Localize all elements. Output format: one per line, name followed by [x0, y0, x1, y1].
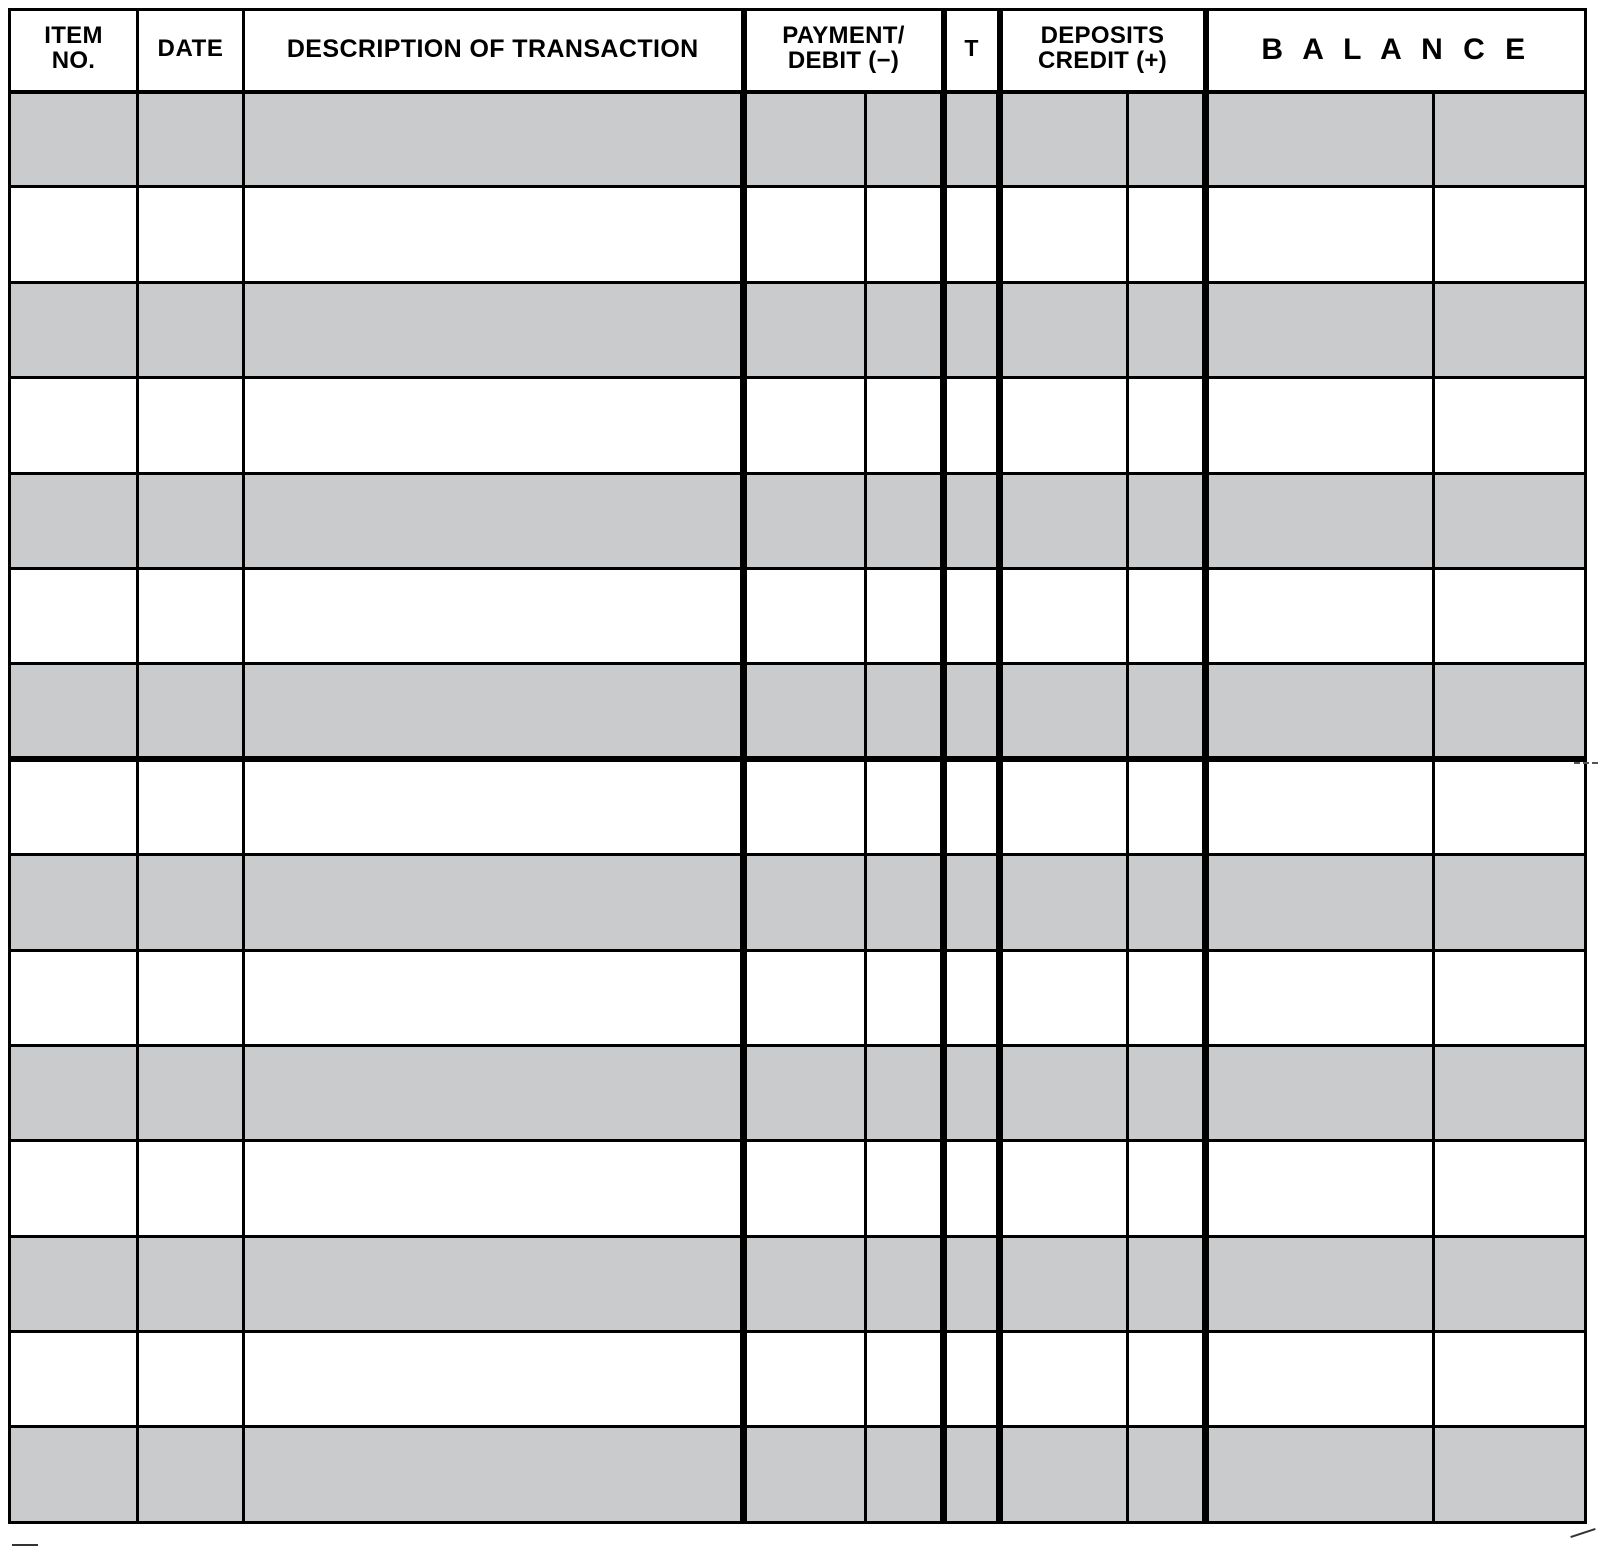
cell-payment-dollars[interactable] [744, 664, 866, 759]
cell-t-mark[interactable] [944, 1427, 1000, 1523]
cell-deposits-cents[interactable] [1128, 1236, 1206, 1331]
cell-payment-dollars[interactable] [744, 378, 866, 473]
table-row [10, 664, 1586, 759]
cell-description[interactable] [244, 855, 744, 950]
item-no-line1: ITEM [44, 22, 103, 50]
cell-payment-cents[interactable] [866, 187, 944, 282]
cell-item-no[interactable] [10, 473, 138, 568]
cell-deposits-cents[interactable] [1128, 1427, 1206, 1523]
cell-item-no[interactable] [10, 1045, 138, 1140]
cell-description[interactable] [244, 1045, 744, 1140]
cell-balance-dollars[interactable] [1206, 473, 1434, 568]
cell-description[interactable] [244, 378, 744, 473]
cell-payment-dollars[interactable] [744, 759, 866, 854]
cell-description[interactable] [244, 1332, 744, 1427]
cell-item-no[interactable] [10, 759, 138, 854]
cell-description[interactable] [244, 664, 744, 759]
cell-deposits-cents[interactable] [1128, 664, 1206, 759]
cell-payment-dollars[interactable] [744, 282, 866, 377]
cell-balance-dollars[interactable] [1206, 1236, 1434, 1331]
table-row [10, 1141, 1586, 1236]
cell-date[interactable] [138, 1236, 244, 1331]
cell-balance-cents[interactable] [1434, 664, 1586, 759]
cell-description[interactable] [244, 568, 744, 663]
cell-t-mark[interactable] [944, 664, 1000, 759]
cell-payment-cents[interactable] [866, 282, 944, 377]
cell-date[interactable] [138, 378, 244, 473]
cell-item-no[interactable] [10, 568, 138, 663]
cell-deposits-dollars[interactable] [1000, 855, 1128, 950]
fold-marker-dash [1574, 762, 1598, 764]
item-no-line2: NO. [51, 47, 96, 75]
cell-balance-dollars[interactable] [1206, 759, 1434, 854]
cell-balance-cents[interactable] [1434, 92, 1586, 187]
cell-balance-cents[interactable] [1434, 187, 1586, 282]
cell-payment-dollars[interactable] [744, 187, 866, 282]
table-row [10, 568, 1586, 663]
cell-deposits-dollars[interactable] [1000, 950, 1128, 1045]
column-header-t: T [944, 10, 1000, 92]
cell-payment-cents[interactable] [866, 1332, 944, 1427]
cell-t-mark[interactable] [944, 1236, 1000, 1331]
cell-date[interactable] [138, 187, 244, 282]
cell-deposits-cents[interactable] [1128, 1045, 1206, 1140]
cell-balance-dollars[interactable] [1206, 187, 1434, 282]
cell-balance-cents[interactable] [1434, 568, 1586, 663]
cell-date[interactable] [138, 1427, 244, 1523]
payment-line2: DEBIT (−) [787, 47, 900, 75]
cell-item-no[interactable] [10, 187, 138, 282]
cell-payment-dollars[interactable] [744, 1236, 866, 1331]
cell-balance-dollars[interactable] [1206, 950, 1434, 1045]
cell-date[interactable] [138, 759, 244, 854]
cell-payment-cents[interactable] [866, 950, 944, 1045]
cell-balance-dollars[interactable] [1206, 92, 1434, 187]
cell-payment-dollars[interactable] [744, 1141, 866, 1236]
cell-description[interactable] [244, 282, 744, 377]
cell-balance-cents[interactable] [1434, 1141, 1586, 1236]
cell-t-mark[interactable] [944, 92, 1000, 187]
cell-t-mark[interactable] [944, 282, 1000, 377]
cell-balance-cents[interactable] [1434, 1236, 1586, 1331]
cell-balance-dollars[interactable] [1206, 1045, 1434, 1140]
cell-payment-cents[interactable] [866, 378, 944, 473]
cell-deposits-cents[interactable] [1128, 473, 1206, 568]
cell-payment-dollars[interactable] [744, 1332, 866, 1427]
cell-item-no[interactable] [10, 664, 138, 759]
cell-t-mark[interactable] [944, 473, 1000, 568]
cell-balance-cents[interactable] [1434, 1045, 1586, 1140]
cell-t-mark[interactable] [944, 759, 1000, 854]
cell-deposits-cents[interactable] [1128, 282, 1206, 377]
table-row [10, 92, 1586, 187]
cell-deposits-cents[interactable] [1128, 1141, 1206, 1236]
cell-payment-cents[interactable] [866, 473, 944, 568]
cell-deposits-cents[interactable] [1128, 1332, 1206, 1427]
column-header-payment-debit [744, 10, 944, 92]
cell-deposits-dollars[interactable] [1000, 92, 1128, 187]
deposits-line1: DEPOSITS [1040, 22, 1165, 50]
cell-t-mark[interactable] [944, 568, 1000, 663]
cell-balance-cents[interactable] [1434, 1332, 1586, 1427]
table-row [10, 378, 1586, 473]
cell-description[interactable] [244, 950, 744, 1045]
cell-deposits-dollars[interactable] [1000, 473, 1128, 568]
column-header-balance: B A L A N C E [1206, 10, 1586, 92]
cell-t-mark[interactable] [944, 855, 1000, 950]
table-row [10, 282, 1586, 377]
header-row [10, 10, 1586, 92]
cell-date[interactable] [138, 473, 244, 568]
cell-balance-cents[interactable] [1434, 855, 1586, 950]
cell-balance-dollars[interactable] [1206, 1332, 1434, 1427]
table-row [10, 1332, 1586, 1427]
cell-description[interactable] [244, 759, 744, 854]
cell-deposits-dollars[interactable] [1000, 664, 1128, 759]
cell-t-mark[interactable] [944, 1332, 1000, 1427]
cell-deposits-cents[interactable] [1128, 92, 1206, 187]
cell-payment-cents[interactable] [866, 855, 944, 950]
cell-item-no[interactable] [10, 855, 138, 950]
cell-balance-cents[interactable] [1434, 1427, 1586, 1523]
cell-description[interactable] [244, 1236, 744, 1331]
cell-deposits-cents[interactable] [1128, 855, 1206, 950]
bottom-right-tick [1570, 1528, 1595, 1538]
cell-balance-dollars[interactable] [1206, 1427, 1434, 1523]
cell-balance-cents[interactable] [1434, 950, 1586, 1045]
table-row [10, 1045, 1586, 1140]
cell-item-no[interactable] [10, 1141, 138, 1236]
cell-item-no[interactable] [10, 1427, 138, 1523]
column-header-description: DESCRIPTION OF TRANSACTION [244, 10, 744, 92]
table-row [10, 187, 1586, 282]
cell-balance-dollars[interactable] [1206, 1141, 1434, 1236]
cell-date[interactable] [138, 568, 244, 663]
cell-deposits-cents[interactable] [1128, 759, 1206, 854]
cell-balance-dollars[interactable] [1206, 664, 1434, 759]
cell-payment-dollars[interactable] [744, 92, 866, 187]
cell-date[interactable] [138, 1141, 244, 1236]
cell-deposits-dollars[interactable] [1000, 1236, 1128, 1331]
cell-payment-dollars[interactable] [744, 855, 866, 950]
cell-item-no[interactable] [10, 282, 138, 377]
cell-t-mark[interactable] [944, 950, 1000, 1045]
table-body [10, 92, 1586, 1523]
cell-deposits-dollars[interactable] [1000, 1427, 1128, 1523]
cell-balance-cents[interactable] [1434, 759, 1586, 854]
cell-payment-cents[interactable] [866, 92, 944, 187]
table-row [10, 759, 1586, 854]
cell-payment-dollars[interactable] [744, 473, 866, 568]
cell-description[interactable] [244, 1141, 744, 1236]
cell-payment-cents[interactable] [866, 1236, 944, 1331]
table-row [10, 473, 1586, 568]
cell-date[interactable] [138, 664, 244, 759]
cell-date[interactable] [138, 1332, 244, 1427]
cell-item-no[interactable] [10, 950, 138, 1045]
cell-payment-cents[interactable] [866, 759, 944, 854]
cell-description[interactable] [244, 92, 744, 187]
cell-t-mark[interactable] [944, 187, 1000, 282]
cell-deposits-dollars[interactable] [1000, 568, 1128, 663]
cell-payment-dollars[interactable] [744, 950, 866, 1045]
cell-balance-cents[interactable] [1434, 378, 1586, 473]
cell-description[interactable] [244, 473, 744, 568]
cell-date[interactable] [138, 282, 244, 377]
table-row [10, 855, 1586, 950]
cell-deposits-cents[interactable] [1128, 568, 1206, 663]
payment-line1: PAYMENT/ [782, 22, 905, 50]
column-header-deposits-credit [1000, 10, 1206, 92]
cell-deposits-cents[interactable] [1128, 378, 1206, 473]
cell-item-no[interactable] [10, 92, 138, 187]
cell-payment-dollars[interactable] [744, 1045, 866, 1140]
table-row [10, 1427, 1586, 1523]
cell-balance-cents[interactable] [1434, 473, 1586, 568]
cell-payment-cents[interactable] [866, 1141, 944, 1236]
cell-deposits-dollars[interactable] [1000, 1332, 1128, 1427]
cell-t-mark[interactable] [944, 1045, 1000, 1140]
cell-balance-cents[interactable] [1434, 282, 1586, 377]
cell-date[interactable] [138, 855, 244, 950]
cell-date[interactable] [138, 92, 244, 187]
cell-deposits-dollars[interactable] [1000, 378, 1128, 473]
cell-deposits-dollars[interactable] [1000, 187, 1128, 282]
cell-item-no[interactable] [10, 378, 138, 473]
table-row [10, 1236, 1586, 1331]
cell-description[interactable] [244, 187, 744, 282]
cell-t-mark[interactable] [944, 1141, 1000, 1236]
cell-deposits-dollars[interactable] [1000, 1045, 1128, 1140]
cell-balance-dollars[interactable] [1206, 855, 1434, 950]
cell-deposits-dollars[interactable] [1000, 282, 1128, 377]
cell-balance-dollars[interactable] [1206, 378, 1434, 473]
transaction-register-table [8, 8, 1587, 1524]
table-header [10, 10, 1586, 92]
cell-description[interactable] [244, 1427, 744, 1523]
cell-item-no[interactable] [10, 1332, 138, 1427]
cell-payment-dollars[interactable] [744, 568, 866, 663]
cell-deposits-dollars[interactable] [1000, 759, 1128, 854]
table-row [10, 950, 1586, 1045]
cell-payment-cents[interactable] [866, 664, 944, 759]
deposits-line2: CREDIT (+) [1038, 47, 1167, 75]
cell-payment-cents[interactable] [866, 1427, 944, 1523]
cell-balance-dollars[interactable] [1206, 282, 1434, 377]
cell-item-no[interactable] [10, 1236, 138, 1331]
cell-date[interactable] [138, 1045, 244, 1140]
bottom-left-tick [12, 1544, 38, 1546]
cell-date[interactable] [138, 950, 244, 1045]
cell-deposits-cents[interactable] [1128, 187, 1206, 282]
cell-payment-cents[interactable] [866, 1045, 944, 1140]
column-header-date: DATE [138, 10, 244, 92]
cell-t-mark[interactable] [944, 378, 1000, 473]
cell-balance-dollars[interactable] [1206, 568, 1434, 663]
cell-deposits-cents[interactable] [1128, 950, 1206, 1045]
column-header-item-no [10, 10, 138, 92]
cell-deposits-dollars[interactable] [1000, 1141, 1128, 1236]
cell-payment-cents[interactable] [866, 568, 944, 663]
cell-payment-dollars[interactable] [744, 1427, 866, 1523]
